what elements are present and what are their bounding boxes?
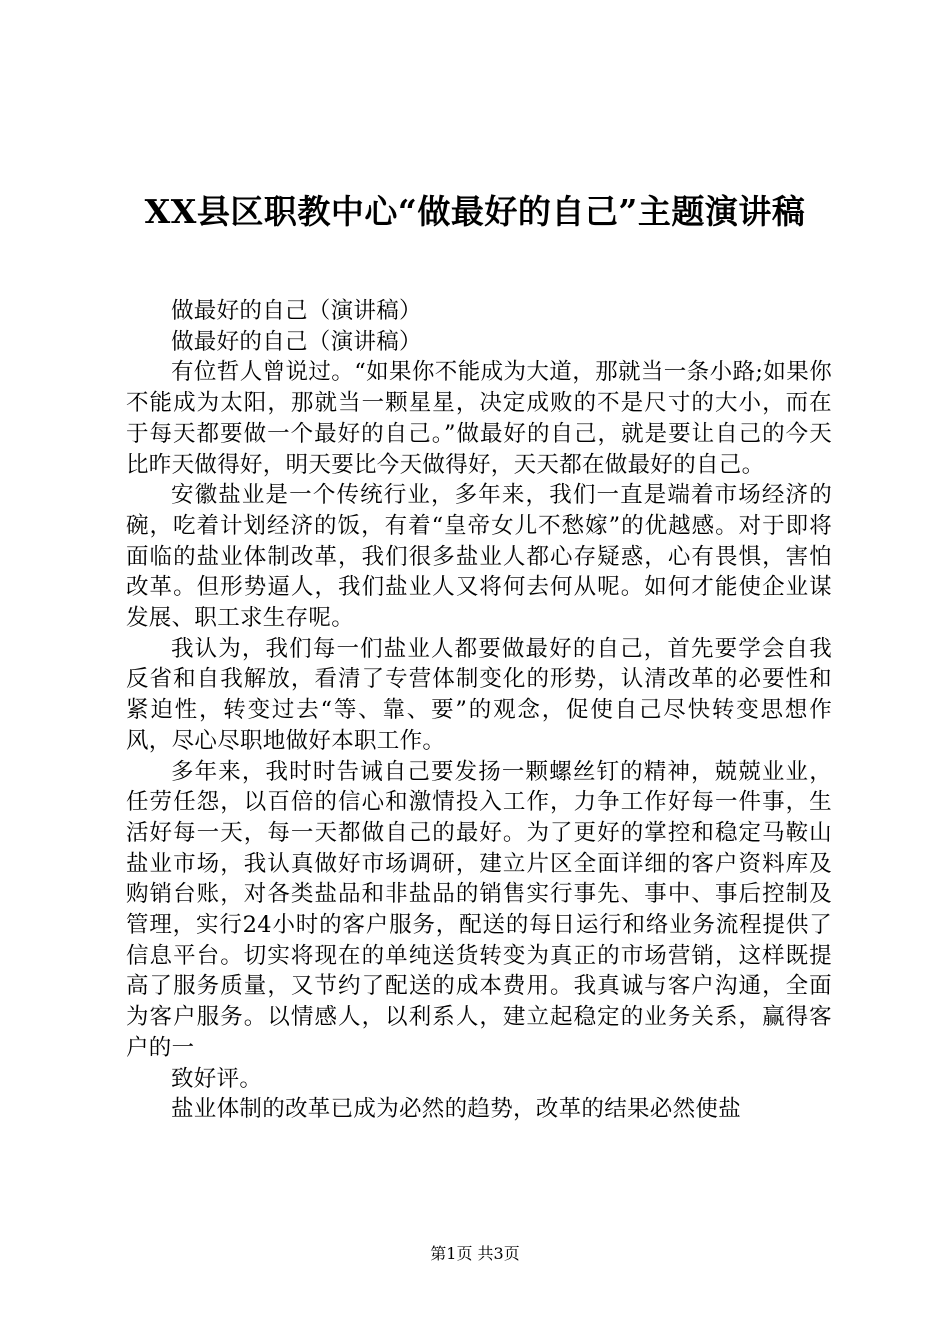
paragraph: 我认为，我们每一们盐业人都要做最好的自己，首先要学会自我反省和自我解放，看清了专营体制变化的形势，认清改革的必要性和紧迫性，转变过去“等、靠、要”的观念，促使自己尽快转变思想作风，尽心尽职地做好本职工作。 xyxy=(126,635,832,754)
document-title: XX县区职教中心“做最好的自己”主题演讲稿 xyxy=(144,192,806,231)
page-number-footer: 第1页 共3页 xyxy=(430,1244,520,1263)
paragraph: 安徽盐业是一个传统行业，多年来，我们一直是端着市场经济的碗，吃着计划经济的饭，有着“皇帝女儿不愁嫁”的优越感。对于即将面临的盐业体制改革，我们很多盐业人都心存疑惑，心有畏惧，害怕改革。但形势逼人，我们盐业人又将何去何从呢。如何才能使企业谋发展、职工求生存呢。 xyxy=(126,482,832,632)
paragraph: 盐业体制的改革已成为必然的趋势，改革的结果必然使盐 xyxy=(171,1096,742,1123)
paragraph: 多年来，我时时告诫自己要发扬一颗螺丝钉的精神，兢兢业业，任劳任怨，以百倍的信心和激情投入工作，力争工作好每一件事，生活好每一天，每一天都做自己的最好。为了更好的掌控和稳定马鞍山盐业市场，我认真做好市场调研，建立片区全面详细的客户资料库及购销台账，对各类盐品和非盐品的销售实行事先、事中、事后控制及管理，实行24小时的客户服务，配送的每日运行和络业务流程提供了信息平台。切实将现在的单纯送货转变为真正的市场营销，这样既提高了服务质量，又节约了配送的成本费用。我真诚与客户沟通，全面为客户服务。以情感人，以利系人，建立起稳定的业务关系，赢得客户的一 xyxy=(126,758,832,1061)
paragraph: 做最好的自己（演讲稿） xyxy=(171,328,422,355)
paragraph: 做最好的自己（演讲稿） xyxy=(171,298,422,324)
paragraph: 致好评。 xyxy=(171,1065,263,1092)
paragraph: 有位哲人曾说过。“如果你不能成为大道，那就当一条小路;如果你不能成为太阳，那就当一颗星星，决定成败的不是尺寸的大小，而在于每天都要做一个最好的自己。”做最好的自己，就是要让自己的今天比昨天做得好，明天要比今天做得好，天天都在做最好的自己。 xyxy=(126,359,832,478)
document-body xyxy=(126,296,832,1125)
